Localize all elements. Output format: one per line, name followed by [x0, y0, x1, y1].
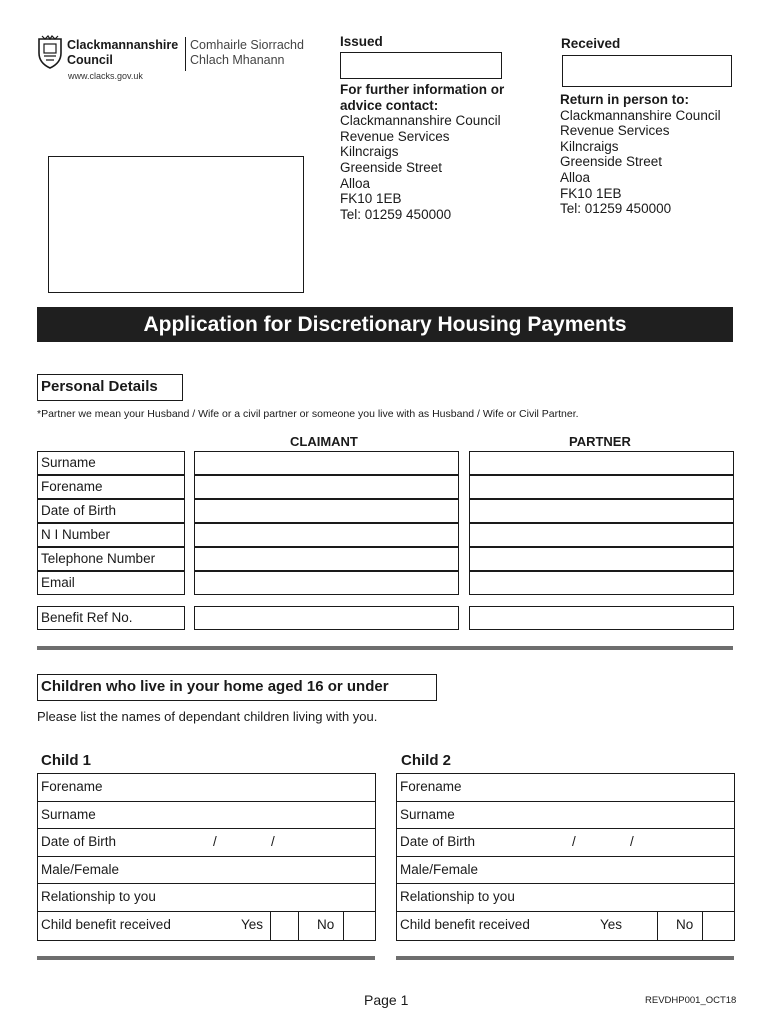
claimant-dob-input[interactable] — [194, 499, 459, 523]
benefit-ref-label: Benefit Ref No. — [37, 606, 185, 630]
child1-surname-row[interactable] — [38, 802, 375, 830]
logo-divider — [185, 37, 186, 71]
council-name-line1: Clackmannanshire — [67, 38, 179, 52]
child1-forename-label: Forename — [41, 779, 103, 794]
child2-title: Child 2 — [401, 752, 452, 769]
claimant-forename-input[interactable] — [194, 475, 459, 499]
claimant-column-header: CLAIMANT — [290, 434, 358, 449]
return-line: Tel: 01259 450000 — [560, 201, 672, 217]
child1-benefit-row — [38, 912, 375, 940]
child1-title: Child 1 — [41, 752, 92, 769]
child2-no-label: No — [676, 917, 694, 932]
child2-surname-label: Surname — [400, 806, 455, 822]
child1-benefit-label: Child benefit received — [41, 917, 171, 932]
gaelic-name-line1: Comhairle Siorrachd — [190, 38, 304, 52]
child1-no-label: No — [317, 917, 335, 932]
child1-dob-slash: / — [271, 834, 275, 850]
claimant-telephone-input[interactable] — [194, 547, 459, 571]
claimant-surname-input[interactable] — [194, 451, 459, 475]
partner-surname-input[interactable] — [469, 451, 734, 475]
child1-yes-label: Yes — [241, 917, 264, 932]
section-divider — [37, 646, 733, 650]
partner-forename-input[interactable] — [469, 475, 734, 499]
partner-note: *Partner we mean your Husband / Wife or a civil partner or someone you live with as Husband / Wife or Civil Partner. — [37, 408, 579, 420]
child2-dob-slash: / — [630, 834, 634, 850]
further-info-line: Clackmannanshire Council — [340, 113, 501, 129]
child2-forename-label: Forename — [400, 779, 462, 794]
page-number: Page 1 — [364, 992, 409, 1008]
partner-telephone-input[interactable] — [469, 547, 734, 571]
partner-benefit-ref-input[interactable] — [469, 606, 734, 630]
child2-table — [396, 773, 735, 941]
child2-bottom-rule — [396, 956, 734, 960]
child1-dob-row[interactable] — [38, 829, 375, 857]
address-window-box — [48, 156, 304, 293]
child1-dob-label: Date of Birth — [41, 834, 117, 850]
child2-gender-label: Male/Female — [400, 861, 479, 877]
further-info-line: Tel: 01259 450000 — [340, 206, 452, 222]
child2-relationship-label: Relationship to you — [400, 889, 515, 905]
forename-label: Forename — [37, 475, 185, 499]
child1-yes-checkbox[interactable] — [271, 912, 298, 940]
issued-label: Issued — [340, 34, 383, 49]
ni-number-label: N I Number — [37, 523, 185, 547]
form-title: Application for Discretionary Housing Payments — [37, 307, 733, 342]
website-url: www.clacks.gov.uk — [68, 71, 143, 81]
child2-relationship-row[interactable] — [397, 884, 734, 912]
child1-dob-slash: / — [213, 834, 217, 850]
partner-dob-input[interactable] — [469, 499, 734, 523]
return-heading: Return in person to: — [560, 92, 689, 107]
child2-benefit-row — [397, 912, 734, 940]
child2-no-checkbox[interactable] — [703, 912, 734, 940]
children-heading: Children who live in your home aged 16 or under — [37, 674, 437, 701]
received-label: Received — [561, 36, 621, 51]
child2-yes-label: Yes — [600, 917, 623, 932]
child1-gender-label: Male/Female — [41, 861, 120, 877]
child2-dob-slash: / — [572, 834, 576, 850]
child1-forename-row[interactable] — [38, 774, 375, 802]
child2-benefit-label: Child benefit received — [400, 917, 530, 932]
partner-email-input[interactable] — [469, 571, 734, 595]
email-label: Email — [37, 571, 185, 595]
child1-gender-row[interactable] — [38, 857, 375, 885]
claimant-benefit-ref-input[interactable] — [194, 606, 459, 630]
council-name-line2: Council — [67, 53, 113, 67]
child2-dob-label: Date of Birth — [400, 834, 476, 850]
child1-no-checkbox[interactable] — [344, 912, 375, 940]
further-info-line: Greenside Street — [340, 159, 443, 175]
return-in-person-block — [560, 92, 721, 217]
child1-surname-label: Surname — [41, 806, 96, 822]
child1-bottom-rule — [37, 956, 375, 960]
further-info-heading-1: For further information or — [340, 82, 505, 97]
child2-dob-row[interactable] — [397, 829, 734, 857]
claimant-ni-number-input[interactable] — [194, 523, 459, 547]
return-line: Alloa — [560, 169, 591, 185]
received-box[interactable] — [562, 55, 732, 87]
return-line: Clackmannanshire Council — [560, 107, 721, 123]
telephone-label: Telephone Number — [37, 547, 185, 571]
surname-label: Surname — [37, 451, 185, 475]
personal-details-heading: Personal Details — [37, 374, 183, 401]
dob-label: Date of Birth — [37, 499, 185, 523]
form-code: REVDHP001_OCT18 — [645, 995, 737, 1006]
council-logo — [37, 35, 307, 85]
gaelic-name-line2: Chlach Mhanann — [190, 53, 285, 67]
child1-relationship-row[interactable] — [38, 884, 375, 912]
further-info-heading-2: advice contact: — [340, 97, 439, 113]
further-info-line: Revenue Services — [340, 128, 450, 144]
child2-gender-row[interactable] — [397, 857, 734, 885]
further-info-line: Kilncraigs — [340, 144, 399, 160]
child1-table — [37, 773, 376, 941]
issued-box[interactable] — [340, 52, 502, 79]
claimant-email-input[interactable] — [194, 571, 459, 595]
child1-relationship-label: Relationship to you — [41, 889, 156, 905]
partner-ni-number-input[interactable] — [469, 523, 734, 547]
partner-column-header: PARTNER — [569, 434, 631, 449]
child2-forename-row[interactable] — [397, 774, 734, 802]
further-info-line: Alloa — [340, 175, 371, 191]
return-line: Greenside Street — [560, 154, 663, 170]
further-info-block — [340, 82, 504, 222]
return-line: Revenue Services — [560, 123, 670, 139]
return-line: FK10 1EB — [560, 185, 622, 201]
child2-surname-row[interactable] — [397, 802, 734, 830]
children-intro: Please list the names of dependant children living with you. — [37, 709, 378, 724]
crest-icon — [37, 35, 63, 69]
return-line: Kilncraigs — [560, 138, 619, 154]
further-info-line: FK10 1EB — [340, 191, 402, 207]
